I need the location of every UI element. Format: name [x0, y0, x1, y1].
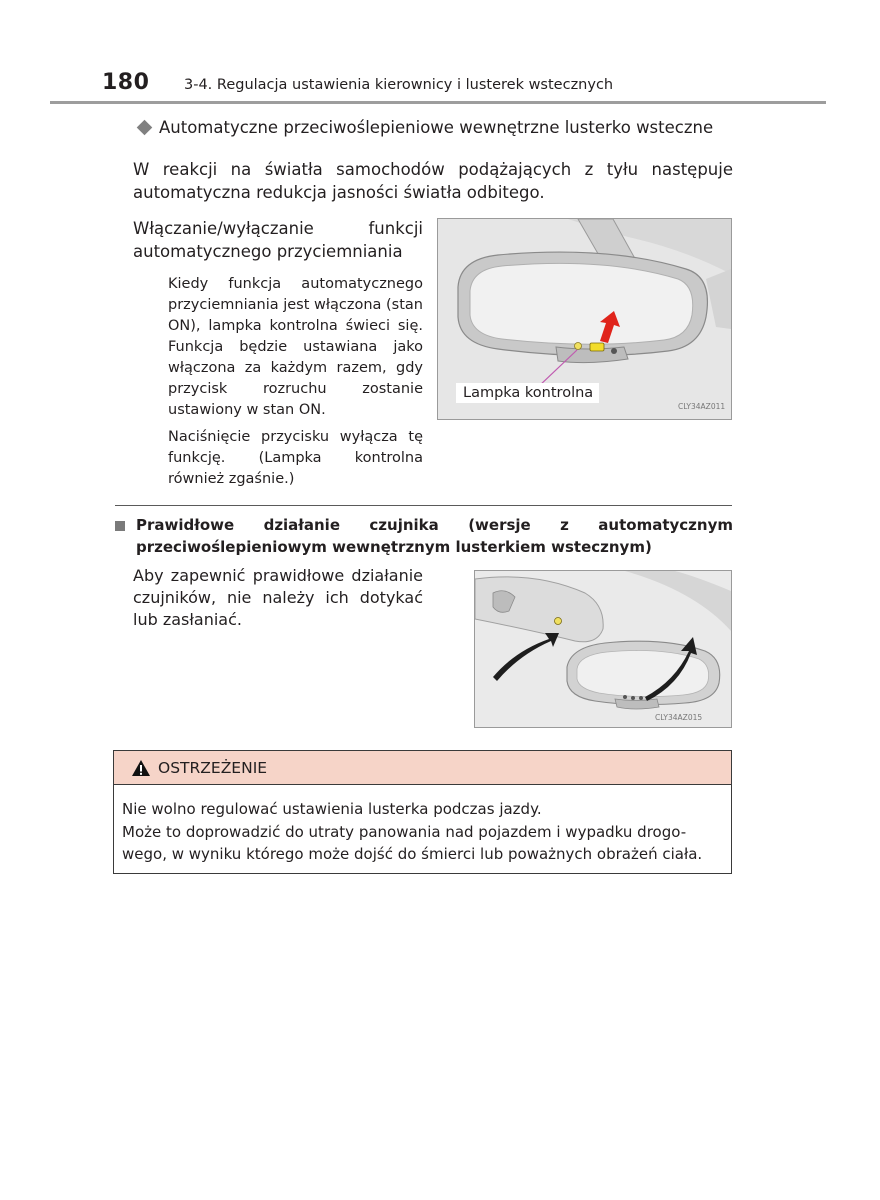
mirror-indicator-figure: [437, 218, 732, 420]
off-state-paragraph: Naciśnięcie przycisku wyłącza tę funkcję. (Lampka kontrolna również zgaśnie.): [168, 429, 423, 487]
page-number: 180: [102, 70, 150, 95]
indicator-lamp-label: Lampka kontrolna: [456, 383, 599, 403]
figure-code: CLY34AZ015: [655, 713, 703, 722]
onoff-subheading: Włączanie/wyłączanie funkcji automatycznego przyciemniania: [133, 219, 423, 261]
figure-code: CLY34AZ011: [678, 402, 726, 411]
intro-paragraph: W reakcji na światła samochodów podążających z tyłu następuje automatyczna redukcja jasności światła odbitego.: [133, 160, 733, 202]
section-divider: [115, 505, 732, 506]
section-title-auto-dimming-mirror: [137, 118, 713, 137]
section-title-text: Automatyczne przeciwoślepieniowe wewnętrzne lusterko wsteczne: [159, 118, 714, 137]
warning-line: Nie wolno regulować ustawienia lusterka podczas jazdy.: [122, 800, 542, 818]
on-state-paragraph: Kiedy funkcja automatycznego przyciemniania jest włączona (stan ON), lampka kontrolna świeci się. Funkcja będzie ustawiana jako włączona za każdym razem, gdy przycisk rozruchu zostanie ustawiony w stan ON.: [168, 276, 423, 418]
sensor-section-title: Prawidłowe działanie czujnika (wersje z automatycznym przeciwoślepieniowym wewnętrznym lusterkiem wstecznym): [136, 516, 733, 556]
warning-line: wego, w wyniku którego może dojść do śmierci lub poważnych obrażeń ciała.: [122, 845, 703, 863]
warning-triangle-icon: [131, 759, 151, 777]
sensor-figure: [474, 570, 732, 728]
warning-line: Może to doprowadzić do utraty panowania nad pojazdem i wypadku drogo-: [122, 822, 687, 841]
sensor-paragraph: Aby zapewnić prawidłowe działanie czujników, nie należy ich dotykać lub zasłaniać.: [133, 566, 423, 629]
sensor-illustration: [475, 571, 731, 727]
diamond-bullet-icon: [137, 120, 153, 136]
square-bullet-icon: [115, 521, 125, 531]
warning-body: [122, 798, 722, 866]
warning-title: OSTRZEŻENIE: [158, 758, 268, 777]
running-header: 3-4. Regulacja ustawienia kierownicy i lusterek wstecznych: [184, 77, 614, 93]
header-divider: [50, 101, 826, 104]
warning-header: [114, 751, 731, 785]
warning-box: [113, 750, 732, 874]
